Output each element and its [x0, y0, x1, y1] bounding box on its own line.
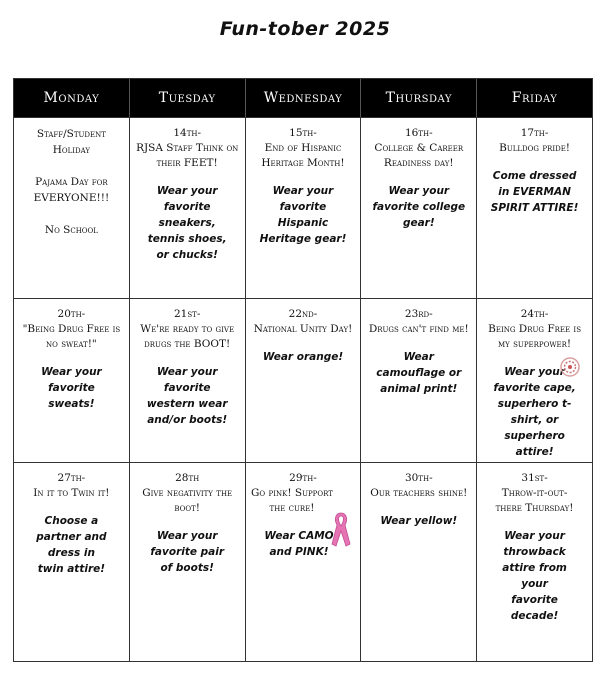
dress-instruction: Wear CAMO and PINK! [264, 530, 334, 558]
header-thursday: Thursday [361, 79, 477, 117]
day-theme: Bulldog pride! [499, 142, 571, 154]
day-theme: Go pink! Support the cure! [251, 487, 333, 514]
pink-ribbon-icon [330, 511, 352, 551]
day-cell-23 [361, 299, 477, 462]
week-row-1 [14, 117, 592, 298]
holiday-note: No School [44, 224, 98, 236]
day-cell-30 [361, 463, 477, 662]
dress-instruction: Come dressed in EVERMAN SPIRIT ATTIRE! [490, 170, 579, 214]
dress-instruction: Choose a partner and dress in twin attire! [36, 515, 107, 575]
dress-instruction: Wear camouflage or animal print! [376, 351, 462, 395]
day-date: 27th- [57, 472, 86, 484]
day-date: 15th- [289, 127, 317, 139]
day-date: 23rd- [404, 308, 433, 320]
day-theme: Give negativity the boot! [142, 487, 233, 514]
day-cell-20 [14, 299, 130, 462]
day-date: 31st- [521, 472, 548, 484]
day-theme: Drugs can't find me! [368, 323, 469, 335]
dress-instruction: Wear your favorite college gear! [372, 185, 466, 229]
day-cell-14 [130, 118, 246, 298]
day-theme: College & Career Readiness day! [374, 142, 464, 169]
calendar-grid [13, 78, 593, 662]
calendar-title: Fun-tober 2025 [219, 18, 391, 40]
dress-instruction: Wear your favorite cape, superhero t-shirt, or superhero attire! [493, 366, 576, 458]
day-date: 29th- [289, 472, 317, 484]
day-cell-21 [130, 299, 246, 462]
dress-instruction: Wear your favorite western wear and/or boots! [146, 366, 228, 426]
day-date: 28th [175, 472, 200, 484]
dress-instruction: Wear your favorite Hispanic Heritage gear! [259, 185, 347, 245]
day-cell-27 [14, 463, 130, 662]
day-date: 14th- [173, 127, 202, 139]
dress-instruction: Wear your favorite sweats! [41, 366, 102, 410]
day-cell-16 [361, 118, 477, 298]
holiday-label: Staff/Student Holiday [36, 128, 106, 156]
header-tuesday: Tuesday [130, 79, 246, 117]
day-date: 16th- [404, 127, 433, 139]
day-cell-15 [246, 118, 362, 298]
day-cell-31 [477, 463, 592, 662]
day-theme: End of Hispanic Heritage Month! [261, 142, 345, 169]
day-theme: We're ready to give drugs the BOOT! [140, 323, 235, 350]
superhero-emblem-icon [560, 357, 580, 381]
day-date: 24th- [520, 308, 549, 320]
day-date: 22nd- [288, 308, 318, 320]
weekday-header [14, 79, 592, 117]
header-friday: Friday [511, 90, 558, 106]
week-row-2 [14, 298, 592, 462]
day-date: 21st- [174, 308, 201, 320]
day-theme: RJSA Staff Think on their FEET! [136, 142, 239, 169]
day-theme: National Unity Day! [253, 323, 353, 335]
holiday-theme: Pajama Day for EVERYONE!!! [33, 176, 110, 204]
header-monday: Monday [14, 79, 130, 117]
dress-instruction: Wear orange! [262, 351, 344, 363]
day-date: 30th- [404, 472, 433, 484]
day-date: 20th- [57, 308, 86, 320]
day-date: 17th- [520, 127, 549, 139]
dress-instruction: Wear your throwback attire from your favorite decade! [502, 530, 567, 622]
day-theme: Throw-it-out-there Thursday! [495, 487, 574, 514]
day-cell-17 [477, 118, 592, 298]
day-cell-29 [246, 463, 362, 662]
week-row-3 [14, 462, 592, 662]
dress-instruction: Wear yellow! [380, 515, 458, 527]
day-cell-13 [14, 118, 130, 298]
day-theme: Our teachers shine! [370, 487, 468, 499]
dress-instruction: Wear your favorite sneakers, tennis shoes, or chucks! [147, 185, 227, 261]
day-theme: "Being Drug Free is no sweat!" [22, 323, 121, 350]
header-wednesday: Wednesday [246, 79, 362, 117]
day-cell-22 [246, 299, 362, 462]
day-theme: In it to Twin it! [33, 487, 110, 499]
day-cell-28 [130, 463, 246, 662]
day-cell-24 [477, 299, 592, 462]
day-theme: Being Drug Free is my superpower! [488, 323, 581, 350]
dress-instruction: Wear your favorite pair of boots! [150, 530, 225, 574]
